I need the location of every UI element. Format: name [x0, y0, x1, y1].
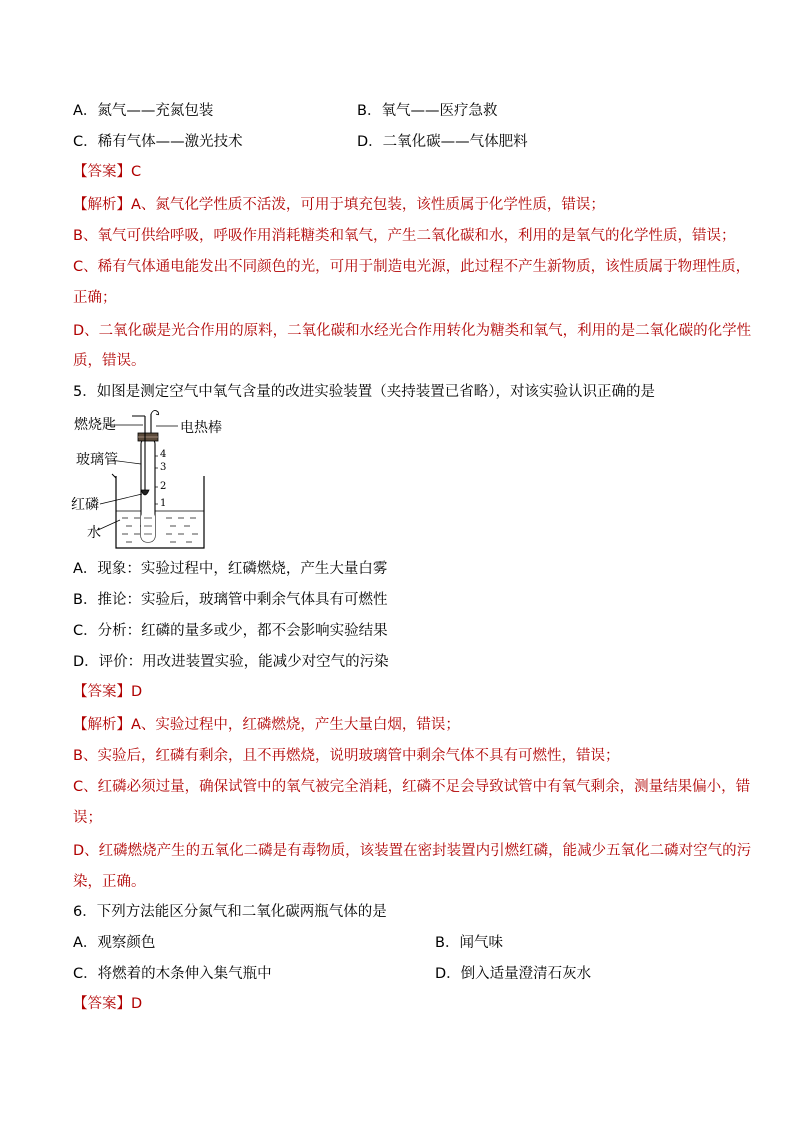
- q4-option-d: D．二氧化碳——气体肥料: [357, 134, 528, 150]
- label-red-phosphorus: 红磷: [71, 497, 99, 513]
- q6-option-c: C．将燃着的木条伸入集气瓶中: [73, 966, 272, 982]
- analysis-text: A、氮气化学性质不活泼，可用于填充包装，该性质属于化学性质，错误；: [131, 197, 605, 213]
- label-combustion-spoon: 燃烧匙: [74, 417, 116, 433]
- q5-analysis-line-6: 染，正确。: [73, 874, 146, 890]
- q5-option-b: B．推论：实验后，玻璃管中剩余气体具有可燃性: [73, 592, 388, 608]
- q4-analysis-line-2: B、氧气可供给呼吸，呼吸作用消耗糖类和氧气，产生二氧化碳和水，利用的是氧气的化学性质，错误；: [73, 228, 736, 244]
- q4-answer: [73, 161, 141, 183]
- q6-stem: 6．下列方法能区分氮气和二氧化碳两瓶气体的是: [73, 904, 387, 920]
- scale-mark: 1: [160, 498, 167, 509]
- scale-mark: 3: [160, 462, 167, 473]
- q4-option-b: B．氧气——医疗急救: [357, 103, 498, 119]
- q4-analysis-line-5: D、二氧化碳是光合作用的原料，二氧化碳和水经光合作用转化为糖类和氧气，利用的是二氧化碳的化学性: [73, 323, 752, 339]
- apparatus-figure: [70, 408, 250, 553]
- answer-value: C: [131, 164, 142, 180]
- analysis-text: A、实验过程中，红磷燃烧，产生大量白烟，错误；: [131, 717, 460, 733]
- q4-analysis-line-1: [73, 194, 605, 216]
- q5-stem: 5．如图是测定空气中氧气含量的改进实验装置（夹持装置已省略），对该实验认识正确的是: [73, 384, 655, 400]
- scale-mark: 2: [160, 481, 167, 492]
- q5-analysis-line-1: [73, 714, 460, 736]
- q6-option-a: A．观察颜色: [73, 935, 156, 951]
- q5-analysis-line-2: B、实验后，红磷有剩余，且不再燃烧，说明玻璃管中剩余气体不具有可燃性，错误；: [73, 748, 620, 764]
- q5-analysis-line-4: 误；: [73, 810, 102, 826]
- answer-label: 【答案】: [73, 684, 131, 700]
- q4-analysis-line-4: 正确；: [73, 290, 117, 306]
- q4-option-c: C．稀有气体——激光技术: [73, 134, 243, 150]
- answer-value: D: [131, 996, 143, 1012]
- label-heating-rod: 电热棒: [180, 420, 222, 436]
- q6-option-d: D．倒入适量澄清石灰水: [435, 966, 592, 982]
- q4-analysis-line-6: 质，错误。: [73, 353, 146, 369]
- answer-label: 【答案】: [73, 164, 131, 180]
- q6-answer: [73, 993, 142, 1015]
- q6-option-b: B．闻气味: [435, 935, 503, 951]
- analysis-label: 【解析】: [73, 717, 131, 733]
- scale-mark: 4: [160, 449, 167, 460]
- analysis-label: 【解析】: [73, 197, 131, 213]
- q4-option-a: A．氮气——充氮包装: [73, 103, 214, 119]
- answer-label: 【答案】: [73, 996, 131, 1012]
- q5-analysis-line-3: C、红磷必须过量，确保试管中的氧气被完全消耗，红磷不足会导致试管中有氧气剩余，测量结果偏小，错: [73, 779, 751, 795]
- q5-option-a: A．现象：实验过程中，红磷燃烧，产生大量白雾: [73, 561, 388, 577]
- q5-option-d: D．评价：用改进装置实验，能减少对空气的污染: [73, 654, 389, 670]
- label-water: 水: [87, 525, 101, 541]
- label-glass-tube: 玻璃管: [76, 452, 118, 468]
- q4-analysis-line-3: C、稀有气体通电能发出不同颜色的光，可用于制造电光源，此过程不产生新物质，该性质属于物理性质，: [73, 259, 751, 275]
- q5-analysis-line-5: D、红磷燃烧产生的五氧化二磷是有毒物质，该装置在密封装置内引燃红磷，能减少五氧化二磷对空气的污: [73, 843, 752, 859]
- q5-answer: [73, 681, 142, 703]
- q5-option-c: C．分析：红磷的量多或少，都不会影响实验结果: [73, 623, 388, 639]
- answer-value: D: [131, 684, 143, 700]
